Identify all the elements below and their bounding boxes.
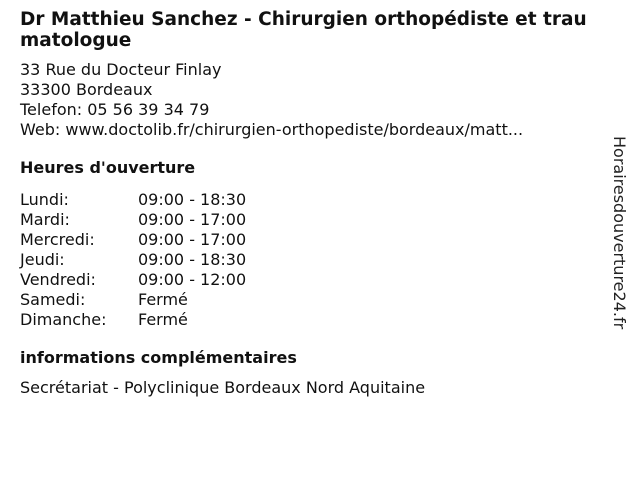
hours-row-wednesday <box>20 230 600 250</box>
address-city: 33300 Bordeaux <box>20 80 153 99</box>
listing-card <box>20 9 600 398</box>
opening-hours-table <box>20 190 600 330</box>
contact-block <box>20 60 600 140</box>
day-label: Samedi: <box>20 290 86 309</box>
hours-row-thursday <box>20 250 600 270</box>
hours-value: 09:00 - 17:00 <box>138 210 247 229</box>
hours-value: 09:00 - 17:00 <box>138 230 247 249</box>
day-label: Lundi: <box>20 190 69 209</box>
site-brand-vertical: Horairesdouverture24.fr <box>610 136 629 330</box>
website-label: Web: <box>20 120 61 139</box>
hours-row-saturday <box>20 290 600 310</box>
hours-row-sunday <box>20 310 600 330</box>
additional-info-heading: informations complémentaires <box>20 348 297 367</box>
day-label: Jeudi: <box>20 250 65 269</box>
phone-number: Telefon: 05 56 39 34 79 <box>20 100 210 119</box>
opening-hours-heading: Heures d'ouverture <box>20 158 196 177</box>
website-row <box>20 120 600 140</box>
hours-value: 09:00 - 18:30 <box>138 250 247 269</box>
hours-row-friday <box>20 270 600 290</box>
day-label: Mercredi: <box>20 230 95 249</box>
hours-value: 09:00 - 12:00 <box>138 270 247 289</box>
website-link[interactable]: www.doctolib.fr/chirurgien-orthopediste/bordeaux/matt... <box>65 120 524 139</box>
hours-value: Fermé <box>138 290 188 309</box>
day-label: Dimanche: <box>20 310 107 329</box>
additional-info-text: Secrétariat - Polyclinique Bordeaux Nord Aquitaine <box>20 378 426 397</box>
day-label: Mardi: <box>20 210 70 229</box>
hours-value: Fermé <box>138 310 188 329</box>
hours-row-monday <box>20 190 600 210</box>
page-title: Dr Matthieu Sanchez - Chirurgien orthopédiste et traumatologue <box>20 9 587 51</box>
hours-value: 09:00 - 18:30 <box>138 190 247 209</box>
hours-row-tuesday <box>20 210 600 230</box>
day-label: Vendredi: <box>20 270 96 289</box>
address-street: 33 Rue du Docteur Finlay <box>20 60 222 79</box>
